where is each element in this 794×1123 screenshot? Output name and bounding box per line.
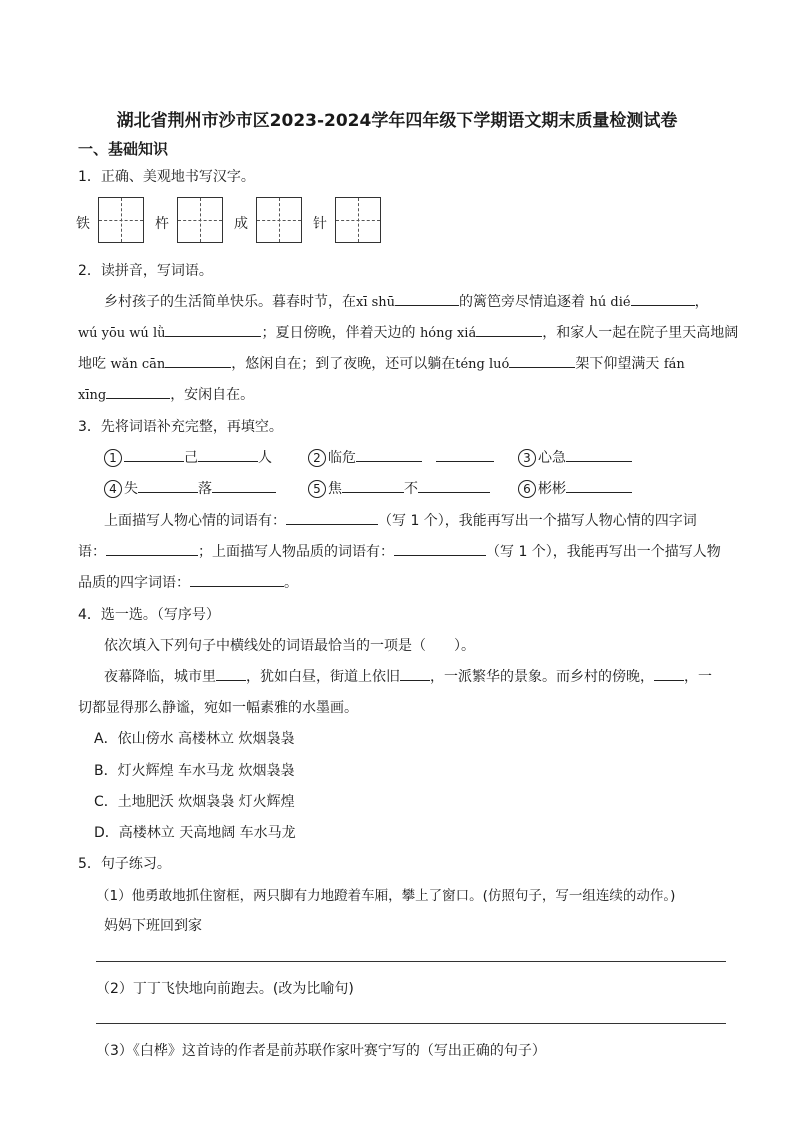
- q1-char-2: 杵: [155, 216, 169, 232]
- pinyin: xī shū: [356, 295, 396, 310]
- q3-item-6: 6 彬彬: [518, 478, 632, 498]
- q2-line-1: 乡村孩子的生活简单快乐。暮春时节，在xī shū 的篱笆旁尽情追逐着 hú dié ，: [104, 291, 709, 311]
- q5-sub-1-prompt: 妈妈下班回到家: [104, 918, 202, 934]
- q4-option-b[interactable]: B．灯火辉煌 车水马龙 炊烟袅袅: [94, 763, 295, 779]
- answer-blank[interactable]: [138, 478, 198, 493]
- section-heading: 一、基础知识: [78, 140, 169, 158]
- q3-stem: 3．先将词语补充完整，再填空。: [78, 419, 283, 435]
- writing-grid-3[interactable]: [256, 197, 302, 243]
- answer-blank[interactable]: [106, 384, 170, 399]
- page-title: 湖北省荆州市沙市区2023-2024学年四年级下学期语文期末质量检测试卷: [116, 111, 678, 131]
- q3-para-1: 上面描写人物心情的词语有： （写 1 个），我能再写出一个描写人物心情的四字词: [104, 510, 697, 530]
- answer-blank[interactable]: [212, 478, 276, 493]
- answer-blank[interactable]: [566, 447, 632, 462]
- answer-blank[interactable]: [165, 353, 231, 368]
- pinyin: xīng: [78, 388, 107, 403]
- answer-blank[interactable]: [395, 291, 459, 306]
- writing-grid-2[interactable]: [177, 197, 223, 243]
- q1-char-4: 针: [313, 216, 327, 232]
- q2-line-3: 地吃 wǎn cān ，悠闲自在；到了夜晚，还可以躺在téng luó 架下仰望满天 fán: [78, 353, 685, 373]
- q5-stem: 5．句子练习。: [78, 856, 171, 872]
- answer-blank[interactable]: [476, 322, 542, 337]
- q4-stem: 4．选一选。（写序号）: [78, 607, 220, 623]
- answer-blank[interactable]: [342, 478, 404, 493]
- pinyin: fán: [663, 357, 685, 372]
- q3-para-3: 品质的四字词语： 。: [78, 572, 298, 592]
- answer-blank[interactable]: [566, 478, 632, 493]
- answer-blank[interactable]: [216, 666, 246, 681]
- q5-sub-2: （2）丁丁飞快地向前跑去。(改为比喻句): [96, 981, 354, 997]
- q3-item-4: 4 失 落: [104, 478, 276, 498]
- pinyin: wú yōu wú lǜ: [78, 326, 166, 341]
- writing-grid-4[interactable]: [335, 197, 381, 243]
- answer-blank[interactable]: [509, 353, 575, 368]
- answer-blank[interactable]: [654, 666, 684, 681]
- q2-stem: 2．读拼音，写词语。: [78, 263, 213, 279]
- q4-instruction: 依次填入下列句子中横线处的词语最恰当的一项是（ ）。: [104, 638, 475, 654]
- answer-blank[interactable]: [106, 541, 198, 556]
- answer-blank[interactable]: [631, 291, 695, 306]
- pinyin: téng luó: [455, 357, 510, 372]
- answer-blank[interactable]: [436, 447, 494, 462]
- answer-line[interactable]: [96, 1023, 726, 1024]
- q1-char-1: 铁: [76, 216, 90, 232]
- writing-grid-1[interactable]: [98, 197, 144, 243]
- q2-line-2: wú yōu wú lǜ ；夏日傍晚，伴着天边的 hóng xiá ，和家人一起在院子里天高地阔: [78, 322, 738, 342]
- q3-item-2: 2 临危: [308, 447, 494, 467]
- answer-blank[interactable]: [286, 510, 378, 525]
- answer-blank[interactable]: [190, 572, 284, 587]
- q3-item-3: 3 心急: [518, 447, 632, 467]
- q5-sub-1: （1）他勇敢地抓住窗框，两只脚有力地蹬着车厢，攀上了窗口。(仿照句子，写一组连续的动作。): [96, 888, 676, 904]
- q1-char-3: 成: [234, 216, 248, 232]
- answer-blank[interactable]: [394, 541, 486, 556]
- q3-item-5: 5 焦 不: [308, 478, 490, 498]
- q4-option-a[interactable]: A．依山傍水 高楼林立 炊烟袅袅: [94, 731, 295, 747]
- answer-blank[interactable]: [356, 447, 422, 462]
- q3-item-1: 1 己 人: [104, 447, 272, 467]
- answer-line[interactable]: [96, 961, 726, 962]
- answer-blank[interactable]: [198, 447, 258, 462]
- pinyin: wǎn cān: [110, 357, 166, 372]
- answer-blank[interactable]: [400, 666, 430, 681]
- q2-line-4: xīng ，安闲自在。: [78, 384, 254, 404]
- q5-sub-3: （3）《白桦》这首诗的作者是前苏联作家叶赛宁写的（写出正确的句子）: [96, 1043, 546, 1059]
- q1-stem: 1．正确、美观地书写汉字。: [78, 169, 255, 185]
- q4-sentence-1: 夜幕降临，城市里 ，犹如白昼，街道上依旧 ，一派繁华的景象。而乡村的傍晚， ，一: [104, 666, 712, 686]
- q4-option-d[interactable]: D．高楼林立 天高地阔 车水马龙: [94, 825, 296, 841]
- pinyin: hóng xiá: [419, 326, 477, 341]
- answer-blank[interactable]: [418, 478, 490, 493]
- q4-option-c[interactable]: C．土地肥沃 炊烟袅袅 灯火辉煌: [94, 794, 295, 810]
- q3-para-2: 语： ；上面描写人物品质的词语有： （写 1 个），我能再写出一个描写人物: [78, 541, 721, 561]
- pinyin: hú dié: [589, 295, 631, 310]
- q4-sentence-2: 切都显得那么静谧，宛如一幅素雅的水墨画。: [78, 700, 358, 716]
- answer-blank[interactable]: [165, 322, 261, 337]
- answer-blank[interactable]: [124, 447, 184, 462]
